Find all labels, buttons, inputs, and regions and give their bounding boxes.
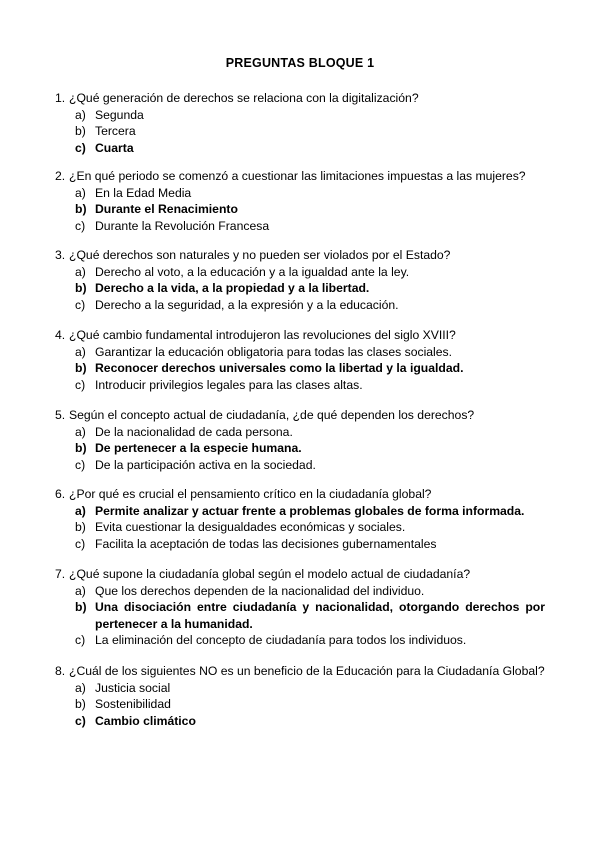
question-1 (55, 90, 545, 156)
question-text: ¿Qué derechos son naturales y no pueden ser violados por el Estado? (69, 248, 451, 262)
question-text: ¿En qué periodo se comenzó a cuestionar las limitaciones impuestas a las mujeres? (69, 169, 526, 183)
option-b-correct: b) Reconocer derechos universales como la libertad y la igualdad. (75, 361, 464, 375)
question-5 (55, 407, 545, 473)
question-number: 8. (55, 664, 66, 678)
option-b: b) Sostenibilidad (75, 697, 171, 711)
question-8 (55, 663, 545, 729)
option-c: c) La eliminación del concepto de ciudadanía para todos los individuos. (75, 633, 467, 647)
question-number: 2. (55, 169, 66, 183)
question-text: Según el concepto actual de ciudadanía, ¿de qué dependen los derechos? (69, 408, 475, 422)
option-a: a) Garantizar la educación obligatoria para todas las clases sociales. (75, 344, 453, 359)
question-number: 7. (55, 567, 66, 581)
question-number: 4. (55, 328, 66, 342)
option-a: a) En la Edad Media (75, 185, 192, 200)
option-b: b) Tercera (75, 124, 136, 138)
option-c: c) Introducir privilegios legales para las clases altas. (75, 377, 363, 392)
option-a: a) De la nacionalidad de cada persona. (75, 424, 293, 439)
option-a: a) Derecho al voto, a la educación y a la igualdad ante la ley. (75, 264, 410, 279)
option-c-correct: c) Cuarta (75, 140, 134, 155)
question-text: ¿Qué supone la ciudadanía global según el modelo actual de ciudadanía? (69, 567, 471, 581)
question-text: ¿Qué generación de derechos se relaciona con la digitalización? (69, 91, 419, 105)
option-a-correct: a) Permite analizar y actuar frente a problemas globales de forma informada. (75, 503, 525, 518)
question-7 (55, 566, 545, 649)
question-text: ¿Cuál de los siguientes NO es un beneficio de la Educación para la Ciudadanía Global? (69, 664, 545, 678)
option-b-correct: b) Durante el Renacimiento (75, 202, 238, 216)
question-text: ¿Qué cambio fundamental introdujeron las revoluciones del siglo XVIII? (69, 328, 456, 342)
option-a: a) Justicia social (75, 680, 171, 695)
option-b-correct: b) De pertenecer a la especie humana. (75, 441, 302, 455)
question-number: 3. (55, 248, 66, 262)
question-4 (55, 327, 545, 393)
option-b: b) Evita cuestionar la desigualdades económicas y sociales. (75, 520, 406, 534)
option-b-correct: b) Una disociación entre ciudadanía y nacionalidad, otorgando derechos por pertenecer a la humanidad. (75, 600, 545, 631)
question-number: 1. (55, 91, 66, 105)
option-c: c) Durante la Revolución Francesa (75, 218, 270, 233)
question-number: 5. (55, 408, 66, 422)
option-a: a) Segunda (75, 107, 144, 122)
option-c-correct: c) Cambio climático (75, 713, 196, 728)
question-3 (55, 247, 545, 313)
question-6 (55, 486, 545, 552)
question-text: ¿Por qué es crucial el pensamiento crítico en la ciudadanía global? (69, 487, 432, 501)
option-c: c) Facilita la aceptación de todas las decisiones gubernamentales (75, 536, 437, 551)
question-2 (55, 168, 545, 234)
question-number: 6. (55, 487, 66, 501)
page-title: PREGUNTAS BLOQUE 1 (225, 56, 375, 70)
option-c: c) Derecho a la seguridad, a la expresión y a la educación. (75, 297, 399, 312)
option-a: a) Que los derechos dependen de la nacionalidad del individuo. (75, 583, 425, 598)
option-b-correct: b) Derecho a la vida, a la propiedad y a la libertad. (75, 281, 370, 295)
option-c: c) De la participación activa en la sociedad. (75, 457, 316, 472)
